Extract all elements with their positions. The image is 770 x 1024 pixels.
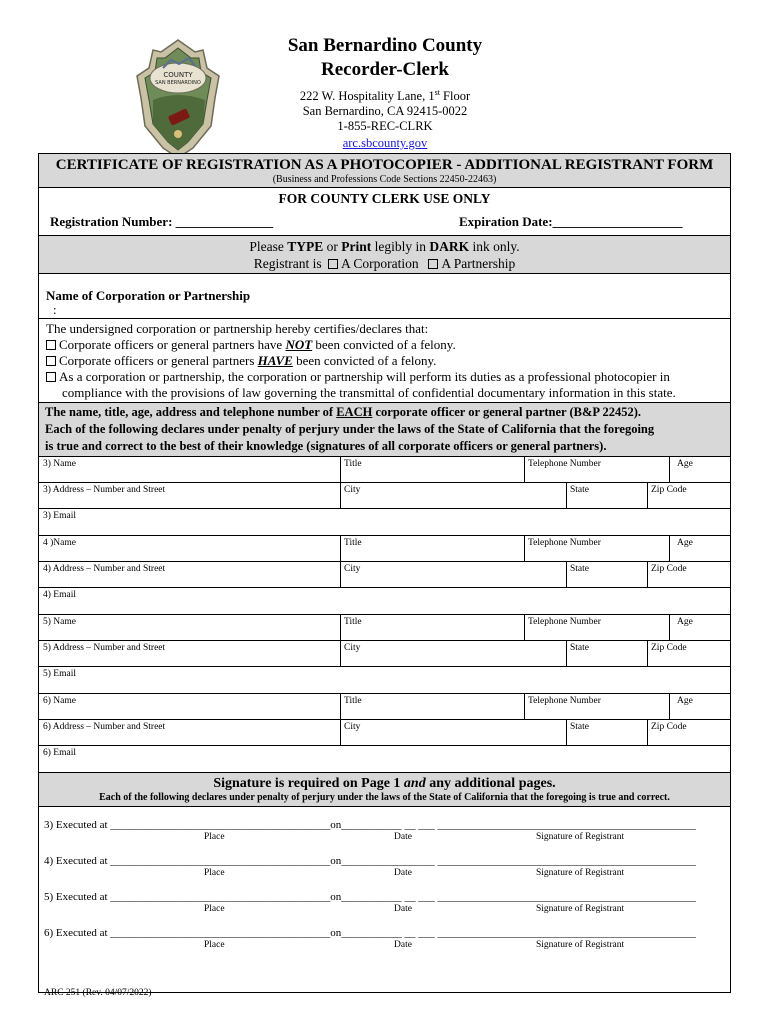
org-name-line2: Recorder-Clerk xyxy=(320,59,449,80)
officer-zip-field[interactable]: Zip Code xyxy=(651,564,687,574)
declaration-item-compliance: As a corporation or partnership, the corporation or partnership will perform its duties as a professional photocopier in xyxy=(46,369,723,385)
executed-at-line[interactable]: 5) Executed at ________________________________________on___________ __ ___ _______________________________________________ xyxy=(44,891,697,903)
officer-name-field[interactable]: 3) Name xyxy=(43,459,76,469)
officer-state-field[interactable]: State xyxy=(570,564,589,574)
registrant-type: Registrant is A Corporation A Partnership xyxy=(253,256,516,271)
officer-name-field[interactable]: 6) Name xyxy=(43,696,76,706)
officer-age-field[interactable]: Age xyxy=(677,617,693,627)
declaration-item-compliance-cont: compliance with the provisions of law governing the transmittal of confidential documentary information in this state. xyxy=(62,385,676,400)
officer-address-field[interactable]: 4) Address – Number and Street xyxy=(43,564,166,574)
officer-city-field[interactable]: City xyxy=(344,485,361,495)
perjury-line1: The name, title, age, address and telephone number of EACH corporate officer or general partner (B&P 22452). xyxy=(45,405,642,419)
officer-phone-field[interactable]: Telephone Number xyxy=(528,459,601,469)
expiration-date-field[interactable]: Expiration Date:____________________ xyxy=(459,214,683,229)
corporation-checkbox[interactable] xyxy=(328,259,338,269)
website-link[interactable]: arc.sbcounty.gov xyxy=(342,136,428,151)
officer-address-row xyxy=(39,483,730,509)
officer-name-field[interactable]: 5) Name xyxy=(43,617,76,627)
officer-email-field[interactable]: 4) Email xyxy=(43,590,76,600)
seal-text-bottom: SAN BERNARDINO xyxy=(155,80,201,86)
officer-address-field[interactable]: 3) Address – Number and Street xyxy=(43,485,166,495)
perjury-line2: Each of the following declares under penalty of perjury under the laws of the State of California that the foregoing xyxy=(45,422,655,436)
officer-zip-field[interactable]: Zip Code xyxy=(651,722,687,732)
county-use-row xyxy=(39,188,730,236)
county-seal-logo xyxy=(133,38,223,162)
form-title: CERTIFICATE OF REGISTRATION AS A PHOTOCOPIER - ADDITIONAL REGISTRANT FORM xyxy=(55,157,714,173)
officer-address-row xyxy=(39,641,730,667)
officer-name-field[interactable]: 4 )Name xyxy=(43,538,76,548)
address-line2: San Bernardino, CA 92415-0022 xyxy=(302,104,468,119)
form-revision: ARC 251 (Rev. 04/07/2022) xyxy=(44,988,152,998)
officer-age-field[interactable]: Age xyxy=(677,696,693,706)
officer-address-field[interactable]: 6) Address – Number and Street xyxy=(43,722,166,732)
officer-name-row xyxy=(39,536,730,562)
form-title-row xyxy=(39,154,730,188)
officer-age-field[interactable]: Age xyxy=(677,538,693,548)
corporation-name-label: Name of Corporation or Partnership : xyxy=(46,288,251,317)
officer-name-row xyxy=(39,694,730,720)
officer-state-field[interactable]: State xyxy=(570,722,589,732)
print-instructions: Please TYPE or Print legibly in DARK ink only. xyxy=(249,239,520,254)
signature-label: Signature of Registrant xyxy=(536,832,625,842)
seal-text-top: COUNTY xyxy=(163,71,193,79)
executed-at-line[interactable]: 6) Executed at ________________________________________on___________ __ ___ _______________________________________________ xyxy=(44,927,697,939)
partnership-checkbox[interactable] xyxy=(428,259,438,269)
officer-zip-field[interactable]: Zip Code xyxy=(651,643,687,653)
signature-subheading: Each of the following declares under penalty of perjury under the laws of the State of California that the foregoing is true and correct. xyxy=(99,792,670,803)
signature-label: Signature of Registrant xyxy=(536,940,625,950)
officer-state-field[interactable]: State xyxy=(570,643,589,653)
registration-form xyxy=(38,153,731,993)
signature-heading: Signature is required on Page 1 and any additional pages. xyxy=(213,776,556,791)
executed-at-line[interactable]: 3) Executed at ________________________________________on___________ __ ___ _______________________________________________ xyxy=(44,819,697,831)
instructions-row xyxy=(39,236,730,274)
officer-title-field[interactable]: Title xyxy=(344,696,362,706)
place-label: Place xyxy=(204,904,225,914)
officer-name-row xyxy=(39,457,730,483)
phone-number: 1-855-REC-CLRK xyxy=(337,119,433,134)
officer-email-row[interactable] xyxy=(39,746,730,773)
officer-email-field[interactable]: 3) Email xyxy=(43,511,76,521)
form-subtitle: (Business and Professions Code Sections 22450-22463) xyxy=(272,174,497,185)
perjury-line3: is true and correct to the best of their knowledge (signatures of all corporate officers or general partners). xyxy=(45,439,607,453)
officer-zip-field[interactable]: Zip Code xyxy=(651,485,687,495)
officer-email-row[interactable] xyxy=(39,667,730,694)
declaration-item-not-convicted: Corporate officers or general partners have NOT been convicted of a felony. xyxy=(46,337,723,353)
officer-title-field[interactable]: Title xyxy=(344,538,362,548)
officer-title-field[interactable]: Title xyxy=(344,617,362,627)
officer-email-field[interactable]: 6) Email xyxy=(43,748,76,758)
compliance-checkbox[interactable] xyxy=(46,372,56,382)
partnership-label: A Partnership xyxy=(441,256,516,271)
date-label: Date xyxy=(394,940,412,950)
officer-state-field[interactable]: State xyxy=(570,485,589,495)
date-label: Date xyxy=(394,832,412,842)
corporation-label: A Corporation xyxy=(341,256,419,271)
officer-email-field[interactable]: 5) Email xyxy=(43,669,76,679)
county-use-heading: FOR COUNTY CLERK USE ONLY xyxy=(278,191,491,206)
officer-address-row xyxy=(39,720,730,746)
declaration-intro: The undersigned corporation or partnership hereby certifies/declares that: xyxy=(46,321,429,336)
perjury-statement xyxy=(39,403,730,457)
registration-number-field[interactable]: Registration Number: _______________ xyxy=(50,214,274,229)
signature-label: Signature of Registrant xyxy=(536,868,625,878)
officer-title-field[interactable]: Title xyxy=(344,459,362,469)
executed-at-line[interactable]: 4) Executed at ________________________________________on_________________ _______________________________________________ xyxy=(44,855,697,867)
place-label: Place xyxy=(204,868,225,878)
page-header xyxy=(0,30,770,160)
place-label: Place xyxy=(204,940,225,950)
officer-table xyxy=(39,457,730,773)
header-text-block xyxy=(260,34,510,152)
officer-phone-field[interactable]: Telephone Number xyxy=(528,617,601,627)
officer-city-field[interactable]: City xyxy=(344,564,361,574)
signature-heading-row xyxy=(39,773,730,807)
place-label: Place xyxy=(204,832,225,842)
officer-phone-field[interactable]: Telephone Number xyxy=(528,696,601,706)
officer-email-row[interactable] xyxy=(39,588,730,615)
officer-address-row xyxy=(39,562,730,588)
declaration-item-convicted: Corporate officers or general partners HAVE been convicted of a felony. xyxy=(46,353,723,369)
officer-email-row[interactable] xyxy=(39,509,730,536)
signature-area xyxy=(39,807,730,992)
officer-phone-field[interactable]: Telephone Number xyxy=(528,538,601,548)
officer-city-field[interactable]: City xyxy=(344,643,361,653)
address-line1: 222 W. Hospitality Lane, 1st Floor xyxy=(299,88,471,104)
officer-age-field[interactable]: Age xyxy=(677,459,693,469)
org-name-line1: San Bernardino County xyxy=(287,35,483,56)
officer-address-field[interactable]: 5) Address – Number and Street xyxy=(43,643,166,653)
not-convicted-checkbox[interactable] xyxy=(46,340,56,350)
signature-label: Signature of Registrant xyxy=(536,904,625,914)
convicted-checkbox[interactable] xyxy=(46,356,56,366)
date-label: Date xyxy=(394,904,412,914)
declaration-section xyxy=(39,319,730,403)
officer-city-field[interactable]: City xyxy=(344,722,361,732)
corporation-name-row[interactable] xyxy=(39,274,730,319)
officer-name-row xyxy=(39,615,730,641)
date-label: Date xyxy=(394,868,412,878)
